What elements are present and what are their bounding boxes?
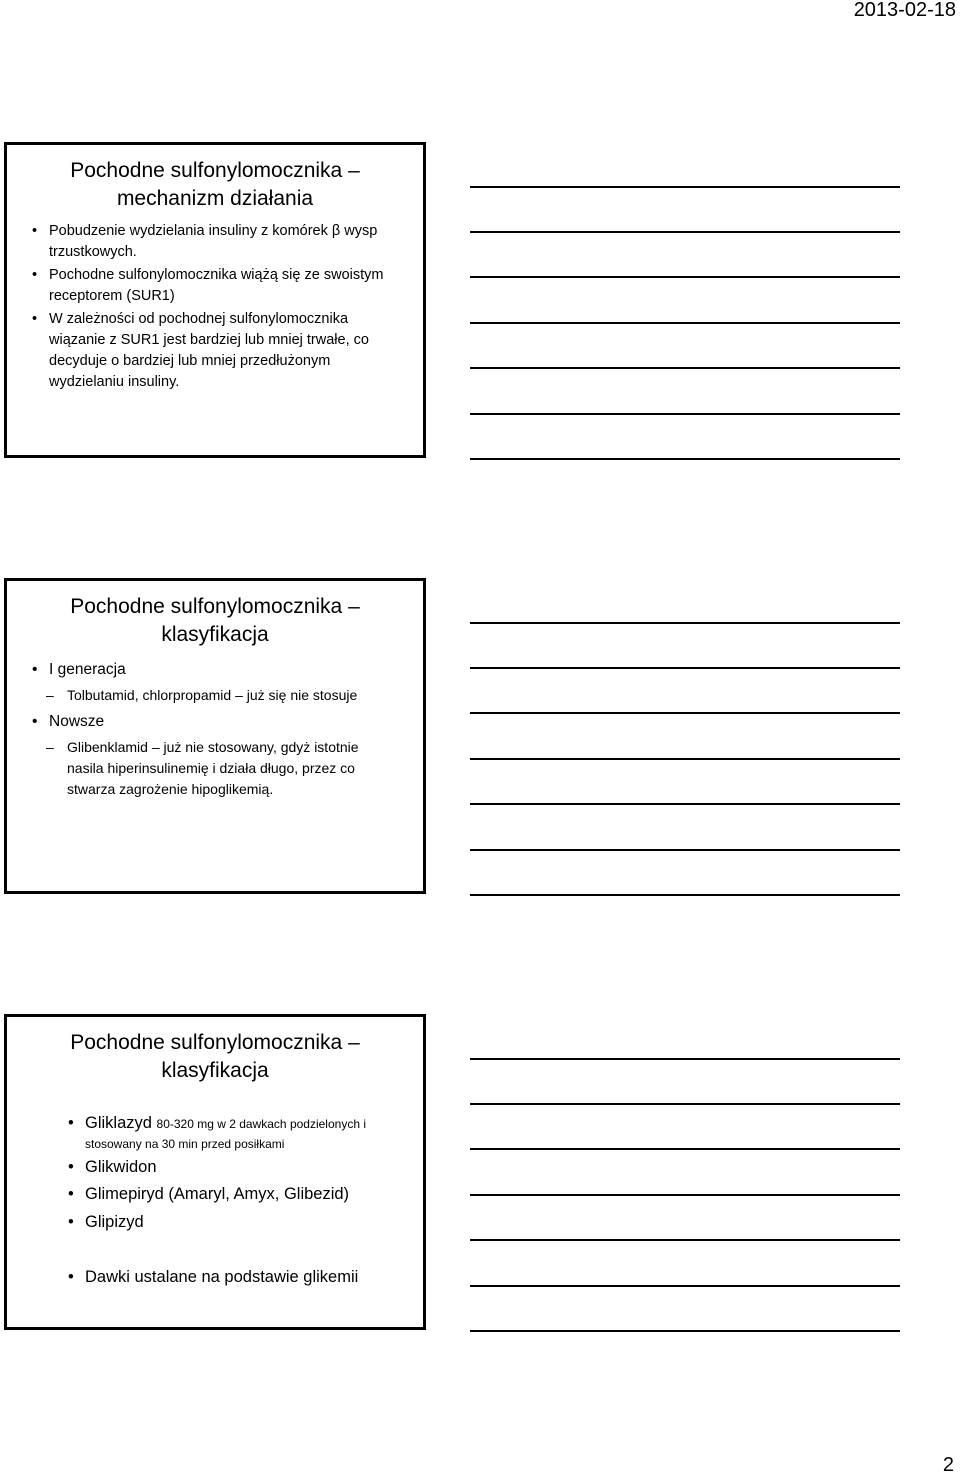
page-number: 2 (942, 1454, 954, 1476)
bullet-icon: • (68, 1268, 74, 1286)
slide-2 (4, 578, 426, 894)
bullet: • Pochodne sulfonylomocznika wiążą się ze swoistym receptorem (SUR1) (32, 267, 384, 304)
bullet: • Glimepiryd (Amaryl, Amyx, Glibezid) (68, 1185, 350, 1203)
note-line (470, 1148, 900, 1150)
note-line (470, 803, 900, 805)
note-line (470, 186, 900, 188)
slide-title-line2: klasyfikacja (161, 1059, 269, 1082)
note-line (470, 758, 900, 760)
bullet: • I generacja (32, 661, 126, 678)
bullet: • W zależności od pochodnej sulfonylomocznika wiązanie z SUR1 jest bardziej lub mniej trwałe, co decyduje o bardziej lub mniej przedłużonym wydzielaniu insuliny. (32, 311, 369, 390)
gliklazyd-detail-2: stosowany na 30 min przed posiłkami (85, 1137, 285, 1151)
note-line (470, 276, 900, 278)
dash-icon: – (46, 739, 54, 755)
sub-bullet: – Tolbutamid, chlorpropamid – już się nie stosuje (67, 685, 357, 706)
note-line (470, 849, 900, 851)
slide-title-line1: Pochodne sulfonylomocznika – (70, 1031, 360, 1054)
slide-title-line1: Pochodne sulfonylomocznika – (70, 595, 360, 618)
note-line (470, 667, 900, 669)
bullet: • Glipizyd (68, 1213, 144, 1231)
slide-title-line1: Pochodne sulfonylomocznika – (70, 159, 360, 182)
bullet-icon: • (32, 267, 38, 283)
dash-icon: – (46, 687, 54, 703)
bullet: • Pobudzenie wydzielania insuliny z komórek β wysp trzustkowych. (32, 223, 378, 260)
bullet: • Dawki ustalane na podstawie glikemii (68, 1268, 359, 1286)
bullet (68, 1113, 366, 1153)
note-line (470, 1058, 900, 1060)
bullet-icon: • (32, 223, 38, 239)
note-line (470, 1330, 900, 1332)
bullet-icon: • (68, 1114, 74, 1132)
slide-3 (4, 1014, 426, 1330)
note-line (470, 1103, 900, 1105)
note-line (470, 458, 900, 460)
note-line (470, 413, 900, 415)
gliklazyd-detail: 80-320 mg w 2 dawkach podzielonych i (156, 1117, 366, 1131)
note-line (470, 367, 900, 369)
bullet-icon: • (68, 1213, 74, 1231)
bullet: • Glikwidon (68, 1158, 157, 1176)
bullet-icon: • (32, 713, 38, 730)
note-line (470, 322, 900, 324)
sub-bullet: – Glibenklamid – już nie stosowany, gdyż istotnie nasila hiperinsulinemię i działa długo, przez co stwarza zagrożenie hipoglikemią. (46, 739, 359, 797)
slide-title-line2: klasyfikacja (161, 623, 269, 646)
note-line (470, 1239, 900, 1241)
slide-title-line2: mechanizm działania (116, 187, 314, 210)
note-line (470, 894, 900, 896)
note-line (470, 1285, 900, 1287)
note-line (470, 1194, 900, 1196)
bullet-icon: • (68, 1158, 74, 1176)
bullet-icon: • (68, 1185, 74, 1203)
bullet-icon: • (32, 311, 38, 327)
note-line (470, 231, 900, 233)
bullet-icon: • (32, 661, 38, 678)
gliklazyd-name: Gliklazyd (85, 1114, 152, 1132)
slide-1 (4, 142, 426, 458)
date-header: 2013-02-18 (853, 0, 956, 21)
bullet: • Nowsze (32, 713, 105, 730)
note-line (470, 622, 900, 624)
note-line (470, 712, 900, 714)
